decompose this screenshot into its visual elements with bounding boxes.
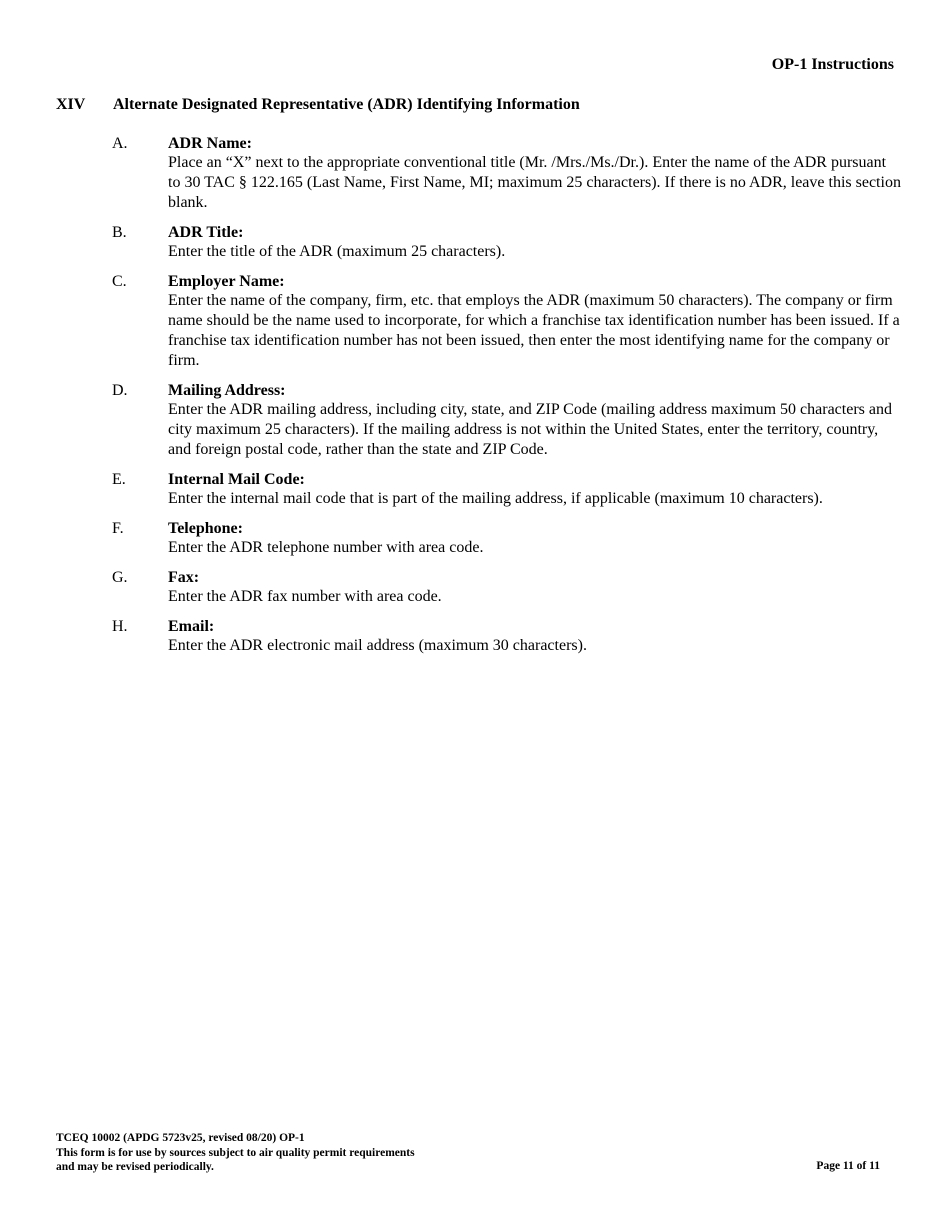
section-number: XIV [56, 96, 86, 113]
item-label: Telephone: [168, 520, 243, 537]
item-letter: H. [112, 618, 128, 635]
page-number: Page 11 of 11 [816, 1160, 880, 1172]
item-label: Mailing Address: [168, 382, 286, 399]
instruction-item-mailing-address [112, 381, 902, 460]
footer-revision-note: and may be revised periodically. [56, 1161, 214, 1173]
instruction-item-employer-name [112, 272, 902, 371]
item-label: Employer Name: [168, 273, 285, 290]
document-footer [56, 1131, 415, 1175]
footer-form-id: TCEQ 10002 (APDG 5723v25, revised 08/20) OP-1 [56, 1132, 305, 1144]
item-letter: B. [112, 224, 127, 241]
item-text: Enter the ADR mailing address, including city, state, and ZIP Code (mailing address maximum 50 characters and city maximum 25 characters). If the mailing address is not within the United States, enter the territory, country, and foreign postal code, rather than the state and ZIP Code. [168, 401, 892, 458]
item-letter: E. [112, 471, 126, 488]
item-label: Internal Mail Code: [168, 471, 305, 488]
item-letter: G. [112, 569, 128, 586]
item-text: Enter the ADR electronic mail address (maximum 30 characters). [168, 637, 587, 654]
item-text: Enter the ADR telephone number with area code. [168, 539, 484, 556]
item-letter: C. [112, 273, 127, 290]
instruction-item-email [112, 617, 902, 656]
item-label: Fax: [168, 569, 200, 586]
item-label: Email: [168, 618, 215, 635]
document-header-title: OP-1 Instructions [771, 56, 894, 73]
instruction-item-internal-mail-code [112, 470, 902, 509]
item-text: Enter the internal mail code that is part of the mailing address, if applicable (maximum 10 characters). [168, 490, 823, 507]
section-heading [56, 96, 580, 114]
item-letter: F. [112, 520, 124, 537]
instruction-items [112, 134, 902, 666]
item-text: Enter the ADR fax number with area code. [168, 588, 442, 605]
item-label: ADR Name: [168, 135, 252, 152]
item-text: Place an “X” next to the appropriate conventional title (Mr. /Mrs./Ms./Dr.). Enter the name of the ADR pursuant to 30 TAC § 122.165 (Last Name, First Name, MI; maximum 25 characters). If there is no ADR, leave this section blank. [168, 154, 901, 211]
section-title: Alternate Designated Representative (ADR) Identifying Information [113, 96, 580, 113]
instruction-item-adr-title [112, 223, 902, 262]
footer-usage-note: This form is for use by sources subject to air quality permit requirements [56, 1146, 415, 1159]
instruction-item-telephone [112, 519, 902, 558]
item-text: Enter the title of the ADR (maximum 25 characters). [168, 243, 506, 260]
instruction-item-fax [112, 568, 902, 607]
item-letter: D. [112, 382, 128, 399]
item-label: ADR Title: [168, 224, 244, 241]
instruction-item-adr-name [112, 134, 902, 213]
item-letter: A. [112, 135, 128, 152]
item-text: Enter the name of the company, firm, etc. that employs the ADR (maximum 50 characters). The company or firm name should be the name used to incorporate, for which a franchise tax identification number has been issued. If a franchise tax identification number has not been issued, then enter the most identifying name for the company or firm. [168, 292, 900, 369]
